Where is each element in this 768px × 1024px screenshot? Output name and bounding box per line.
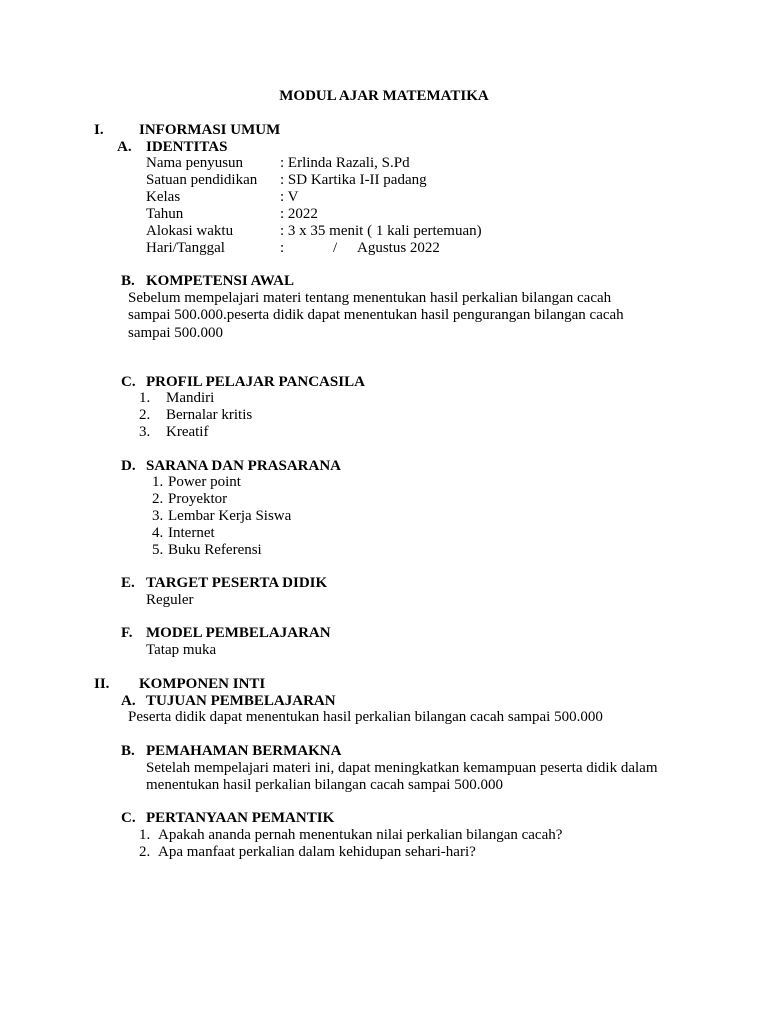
list-item: Bernalar kritis — [166, 407, 253, 423]
kompetensi-line: sampai 500.000 — [128, 325, 223, 341]
list-item: Apa manfaat perkalian dalam kehidupan sehari-hari? — [158, 844, 476, 860]
sarana-letter: D. — [121, 458, 136, 474]
list-item-number: 2. — [152, 491, 164, 507]
section-1-heading: INFORMASI UMUM — [139, 122, 281, 138]
kompetensi-line: sampai 500.000.peserta didik dapat menentukan hasil pengurangan bilangan cacah — [128, 307, 624, 323]
list-item: Internet — [168, 525, 215, 541]
list-item-number: 2. — [139, 844, 151, 860]
kompetensi-letter: B. — [121, 273, 135, 289]
identitas-label: Satuan pendidikan — [146, 172, 258, 188]
section-2-number: II. — [94, 676, 110, 692]
kompetensi-line: Sebelum mempelajari materi tentang menentukan hasil perkalian bilangan cacah — [128, 290, 612, 306]
list-item: Lembar Kerja Siswa — [168, 508, 292, 524]
list-item-number: 3. — [152, 508, 164, 524]
pemahaman-line: menentukan hasil perkalian bilangan cacah sampai 500.000 — [146, 777, 503, 793]
section-1-number: I. — [94, 122, 104, 138]
list-item: Power point — [168, 474, 241, 490]
tujuan-heading: TUJUAN PEMBELAJARAN — [146, 693, 336, 709]
identitas-value: : 2022 — [280, 206, 318, 222]
target-text: Reguler — [146, 592, 194, 608]
list-item-number: 3. — [139, 424, 151, 440]
tujuan-text: Peserta didik dapat menentukan hasil perkalian bilangan cacah sampai 500.000 — [128, 709, 603, 725]
target-letter: E. — [121, 575, 135, 591]
list-item-number: 4. — [152, 525, 164, 541]
list-item: Proyektor — [168, 491, 228, 507]
date-month: Agustus 2022 — [357, 240, 440, 256]
identitas-label: Alokasi waktu — [146, 223, 234, 239]
list-item: Mandiri — [166, 390, 215, 406]
identitas-value: : Erlinda Razali, S.Pd — [280, 155, 410, 171]
identitas-value: : SD Kartika I-II padang — [280, 172, 427, 188]
list-item-number: 1. — [139, 390, 151, 406]
model-letter: F. — [121, 625, 133, 641]
date-slash: / — [333, 240, 338, 256]
list-item-number: 2. — [139, 407, 151, 423]
list-item: Kreatif — [166, 424, 209, 440]
identitas-label: Hari/Tanggal — [146, 240, 225, 256]
target-heading: TARGET PESERTA DIDIK — [146, 575, 328, 591]
identitas-label: Nama penyusun — [146, 155, 244, 171]
identitas-label: Tahun — [146, 206, 184, 222]
identitas-heading: IDENTITAS — [146, 139, 228, 155]
kompetensi-heading: KOMPETENSI AWAL — [146, 273, 294, 289]
section-2-heading: KOMPONEN INTI — [139, 676, 266, 692]
document-title: MODUL AJAR MATEMATIKA — [279, 88, 489, 104]
list-item-number: 1. — [152, 474, 164, 490]
list-item: Buku Referensi — [168, 542, 262, 558]
identitas-letter: A. — [117, 139, 132, 155]
list-item-number: 5. — [152, 542, 164, 558]
identitas-value: : 3 x 35 menit ( 1 kali pertemuan) — [280, 223, 482, 239]
identitas-value: : — [280, 240, 285, 256]
tujuan-letter: A. — [121, 693, 136, 709]
pertanyaan-heading: PERTANYAAN PEMANTIK — [146, 810, 335, 826]
pemahaman-line: Setelah mempelajari materi ini, dapat meningkatkan kemampuan peserta didik dalam — [146, 760, 658, 776]
profil-heading: PROFIL PELAJAR PANCASILA — [146, 374, 365, 390]
model-heading: MODEL PEMBELAJARAN — [146, 625, 331, 641]
pertanyaan-letter: C. — [121, 810, 136, 826]
model-text: Tatap muka — [146, 642, 217, 658]
list-item: Apakah ananda pernah menentukan nilai perkalian bilangan cacah? — [158, 827, 563, 843]
list-item-number: 1. — [139, 827, 151, 843]
sarana-heading: SARANA DAN PRASARANA — [146, 458, 342, 474]
identitas-label: Kelas — [146, 189, 181, 205]
identitas-value: : V — [280, 189, 299, 205]
pemahaman-heading: PEMAHAMAN BERMAKNA — [146, 743, 342, 759]
pemahaman-letter: B. — [121, 743, 135, 759]
profil-letter: C. — [121, 374, 136, 390]
